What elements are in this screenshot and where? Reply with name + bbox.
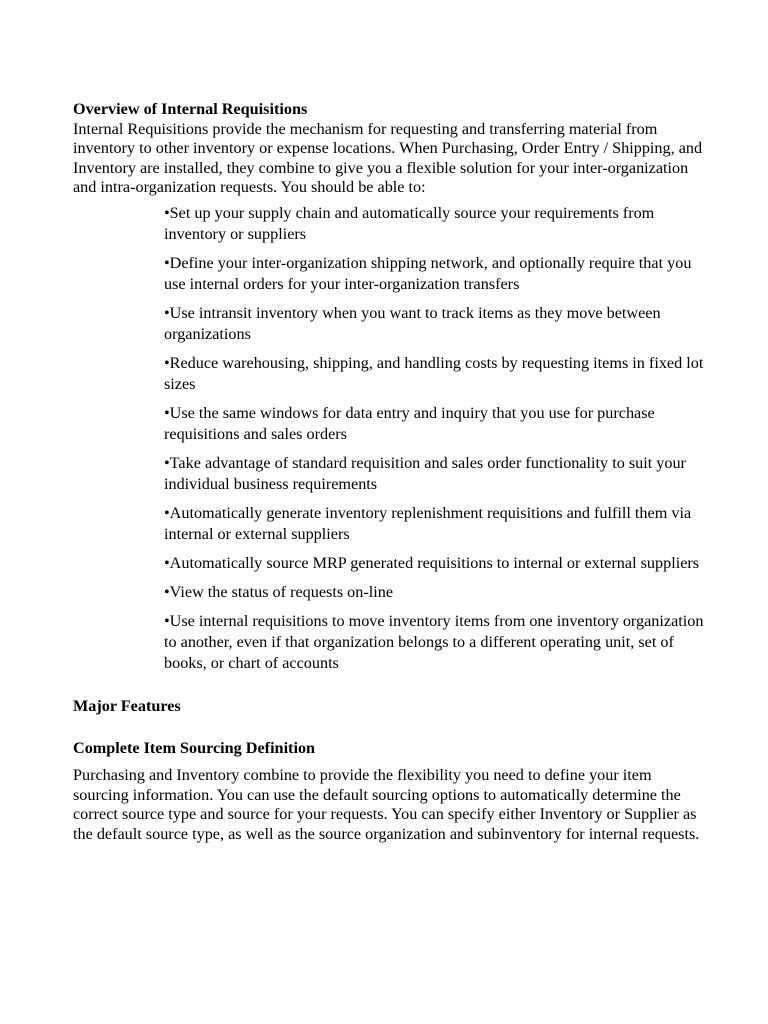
list-item xyxy=(164,503,704,545)
list-item-text: Take advantage of standard requisition and sales order functionality to suit your individual business requirements xyxy=(164,453,686,493)
list-item-text: Use intransit inventory when you want to track items as they move between organizations xyxy=(164,303,661,343)
list-item xyxy=(164,453,704,495)
list-item xyxy=(164,611,704,674)
bullet-icon: • xyxy=(164,303,170,322)
bullet-icon: • xyxy=(164,582,170,601)
list-item-text: Automatically source MRP generated requisitions to internal or external suppliers xyxy=(169,553,700,572)
list-item xyxy=(164,353,704,395)
document-page xyxy=(73,100,703,845)
bullet-icon: • xyxy=(164,553,170,572)
list-item xyxy=(164,553,704,574)
intro-paragraph: Internal Requisitions provide the mechanism for requesting and transferring material from inventory to other inventory or expense locations. When Purchasing, Order Entry / Shipping, and Inventory are installed, they combine to give you a flexible solution for your inter-organization and intra-organization requests. You should be able to: xyxy=(73,119,703,197)
list-item xyxy=(164,582,704,603)
list-item-text: Set up your supply chain and automatically source your requirements from inventory or suppliers xyxy=(164,203,655,243)
list-item xyxy=(164,403,704,445)
bullet-icon: • xyxy=(164,611,170,630)
list-item xyxy=(164,303,704,345)
list-item-text: Use the same windows for data entry and inquiry that you use for purchase requisitions and sales orders xyxy=(164,403,655,443)
bullet-icon: • xyxy=(164,253,170,272)
bullet-icon: • xyxy=(164,353,170,372)
list-item-text: Automatically generate inventory replenishment requisitions and fulfill them via internal or external suppliers xyxy=(164,503,692,543)
bullet-icon: • xyxy=(164,503,170,522)
list-item xyxy=(164,253,704,295)
document-title: Overview of Internal Requisitions xyxy=(73,100,308,118)
list-item-text: Use internal requisitions to move inventory items from one inventory organization to another, even if that organization belongs to a different operating unit, set of books, or chart of accounts xyxy=(164,611,704,672)
bullet-icon: • xyxy=(164,453,170,472)
section-heading: Complete Item Sourcing Definition xyxy=(73,738,316,757)
list-item-text: Define your inter-organization shipping network, and optionally require that you use internal orders for your inter-organization transfers xyxy=(164,253,692,293)
list-item-text: View the status of requests on-line xyxy=(169,582,394,601)
major-features-heading: Major Features xyxy=(73,696,181,715)
section-paragraph: Purchasing and Inventory combine to provide the flexibility you need to define your item sourcing information. You can use the default sourcing options to automatically determine the correct source type and source for your requests. You can specify either Inventory or Supplier as the default source type, as well as the source organization and subinventory for internal requests. xyxy=(73,766,700,843)
requirements-list xyxy=(73,203,704,674)
list-item xyxy=(164,203,704,245)
bullet-icon: • xyxy=(164,403,170,422)
list-item-text: Reduce warehousing, shipping, and handling costs by requesting items in fixed lot sizes xyxy=(164,353,704,393)
bullet-icon: • xyxy=(164,203,170,222)
